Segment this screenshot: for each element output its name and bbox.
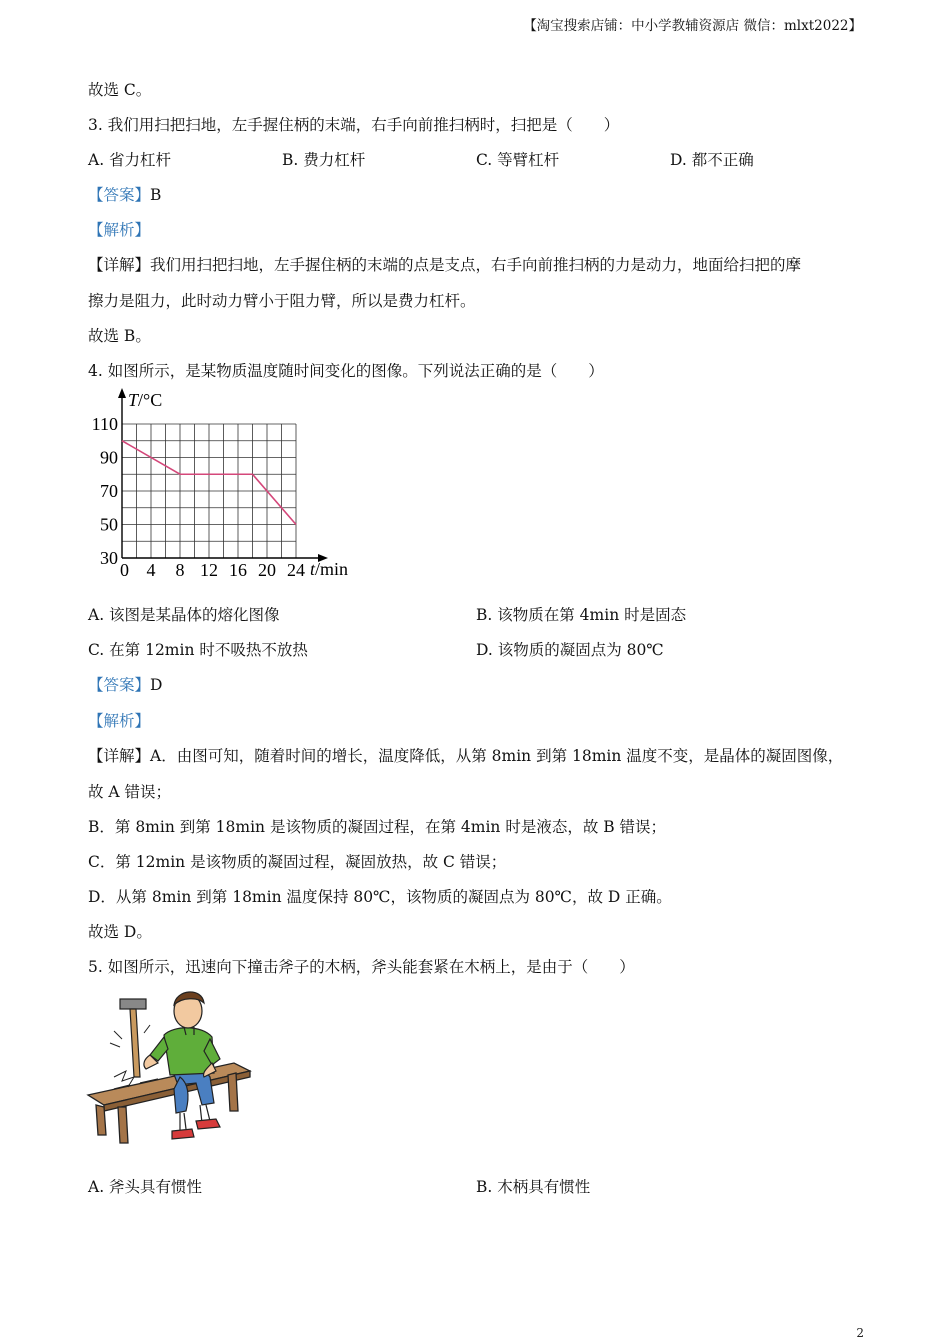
q4-answer (88, 673, 162, 695)
q3-option-d: D. 都不正确 (670, 151, 754, 169)
y-axis-arrow (118, 388, 126, 398)
q4-answer-tag: 【答案】 (88, 676, 151, 694)
chart-grid (122, 424, 296, 558)
q3-conclusion: 故选 B。 (88, 327, 151, 345)
q3-answer-value: B (150, 186, 162, 204)
q4-detail-line-1 (88, 744, 843, 766)
q3-answer (88, 183, 161, 205)
y-axis-label (128, 390, 162, 410)
q3-stem: 3. 我们用扫把扫地，左手握住柄的末端，右手向前推扫柄时，扫把是（ ） (88, 116, 620, 134)
x-tick-label: 0 (120, 560, 129, 580)
q4-detail-line-5: D．从第 8min 到第 18min 温度保持 80℃，该物质的凝固点为 80℃，故 D 正确。 (88, 888, 672, 906)
q4-option-d: D. 该物质的凝固点为 80℃ (476, 641, 664, 659)
x-tick-label: 16 (229, 560, 247, 580)
x-tick-label: 4 (146, 560, 156, 580)
x-tick-labels (120, 560, 305, 580)
x-axis-label (310, 559, 348, 579)
q4-detail-text-1: A．由图可知，随着时间的增长，温度降低，从第 8min 到第 18min 温度不变，是晶体的凝固图像， (150, 747, 844, 765)
x-axis-var: t (310, 559, 316, 579)
impact-marks (110, 1025, 150, 1087)
y-axis-var: T (128, 390, 139, 410)
y-tick-label: 110 (91, 414, 118, 434)
q4-detail-line-4: C．第 12min 是该物质的凝固过程，凝固放热，故 C 错误； (88, 853, 507, 871)
y-tick-labels (92, 414, 118, 568)
q4-detail-tag: 【详解】 (88, 747, 151, 765)
q4-option-b: B. 该物质在第 4min 时是固态 (476, 606, 687, 624)
q3-answer-tag: 【答案】 (88, 186, 151, 204)
hammer (120, 999, 146, 1077)
q4-option-c: C. 在第 12min 时不吸热不放热 (88, 641, 308, 659)
q4-answer-value: D (150, 676, 163, 694)
q4-stem: 4. 如图所示，是某物质温度随时间变化的图像。下列说法正确的是（ ） (88, 362, 604, 380)
prev-conclusion: 故选 C。 (88, 81, 152, 99)
page-number: 2 (856, 1326, 864, 1340)
q5-option-a: A. 斧头具有惯性 (88, 1178, 203, 1196)
q4-conclusion: 故选 D。 (88, 923, 152, 941)
x-axis-unit: /min (315, 559, 349, 579)
x-tick-label: 12 (200, 560, 218, 580)
q3-option-a: A. 省力杠杆 (88, 151, 172, 169)
y-tick-label: 90 (100, 447, 118, 468)
q4-detail-line-3: B．第 8min 到第 18min 是该物质的凝固过程，在第 4min 时是液态，故 B 错误； (88, 818, 667, 836)
x-tick-label: 20 (258, 560, 276, 580)
person-torso (144, 1028, 220, 1077)
q3-detail-line-2: 擦力是阻力，此时动力臂小于阻力臂，所以是费力杠杆。 (88, 292, 476, 310)
hammer-bench-illustration (84, 985, 256, 1147)
bench (88, 1063, 250, 1143)
y-tick-label: 30 (100, 548, 118, 568)
q4-analysis-tag: 【解析】 (88, 712, 151, 730)
x-tick-label: 24 (287, 560, 305, 580)
q5-stem: 5. 如图所示，迅速向下撞击斧子的木柄，斧头能套紧在木柄上，是由于（ ） (88, 958, 635, 976)
q3-option-c: C. 等臂杠杆 (476, 151, 560, 169)
q4-detail-line-2: 故 A 错误； (88, 783, 172, 801)
y-axis-unit: /°C (138, 390, 163, 410)
x-tick-label: 8 (175, 560, 185, 580)
q3-analysis-tag: 【解析】 (88, 221, 151, 239)
q3-option-b: B. 费力杠杆 (282, 151, 366, 169)
q3-detail-text-1: 我们用扫把扫地，左手握住柄的末端的点是支点，右手向前推扫柄的力是动力，地面给扫把的摩 (150, 256, 802, 274)
temperature-time-chart (82, 386, 362, 582)
y-tick-label: 50 (100, 514, 118, 535)
q3-detail-tag: 【详解】 (88, 256, 151, 274)
q5-option-b: B. 木柄具有惯性 (476, 1178, 591, 1196)
q3-detail-line-1 (88, 253, 801, 275)
q4-option-a: A. 该图是某晶体的熔化图像 (88, 606, 280, 624)
page-header: 【淘宝搜索店铺：中小学教辅资源店 微信：mlxt2022】 (523, 18, 862, 34)
y-tick-label: 70 (100, 481, 118, 501)
